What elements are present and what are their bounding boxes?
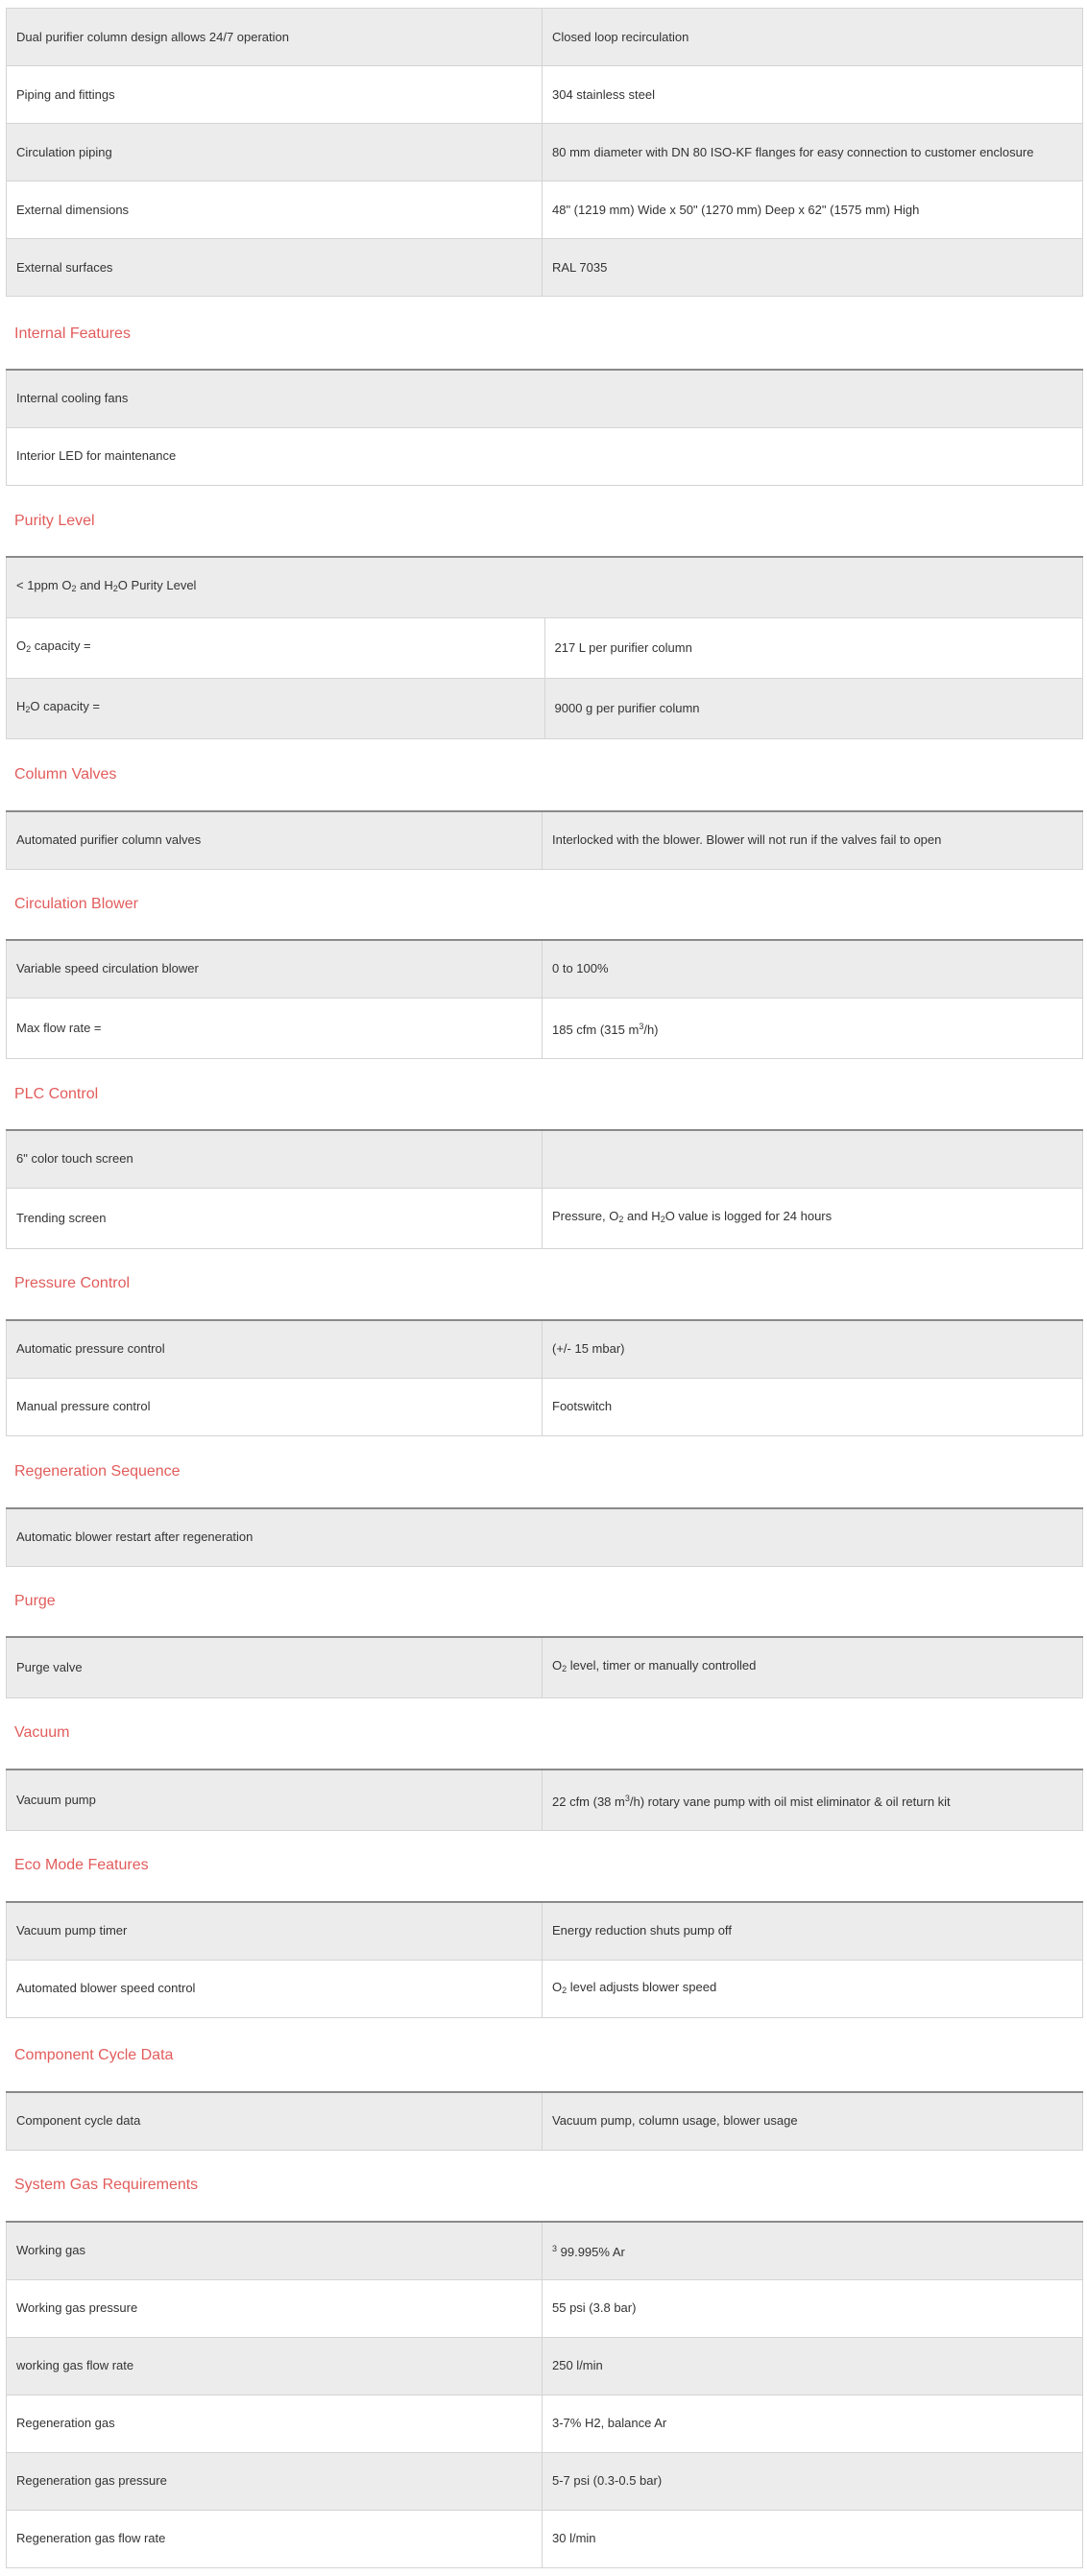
- superscript: 3: [639, 1021, 644, 1031]
- spec-label: Working gas pressure: [7, 2279, 543, 2337]
- spec-value: Energy reduction shuts pump off: [543, 1902, 1083, 1960]
- text-segment: 99.995% Ar: [557, 2245, 625, 2260]
- section-heading-system-gas-requirements: System Gas Requirements: [14, 2177, 199, 2193]
- spec-value: 5-7 psi (0.3-0.5 bar): [543, 2452, 1083, 2510]
- section-heading-regeneration-sequence: Regeneration Sequence: [14, 1463, 181, 1480]
- section-heading-component-cycle-data: Component Cycle Data: [14, 2047, 174, 2063]
- spec-value: [543, 1769, 1083, 1830]
- spec-label: Component cycle data: [7, 2092, 543, 2150]
- table-row: [7, 940, 1083, 998]
- spec-label: Manual pressure control: [7, 1378, 543, 1435]
- table-row: [7, 1320, 1083, 1378]
- spec-label: Dual purifier column design allows 24/7 operation: [7, 9, 543, 66]
- spec-label: [7, 678, 545, 738]
- spec-label: Variable speed circulation blower: [7, 940, 543, 998]
- section-heading-column-valves: Column Valves: [14, 766, 117, 782]
- spec-label: Interior LED for maintenance: [7, 427, 1083, 485]
- spec-value: 30 l/min: [543, 2510, 1083, 2567]
- text-segment: O: [16, 638, 27, 653]
- table-row: [7, 181, 1083, 239]
- spec-label: External dimensions: [7, 181, 543, 239]
- section-heading-purity-level: Purity Level: [14, 513, 95, 529]
- spec-label: [7, 557, 1083, 617]
- spec-label: Vacuum pump: [7, 1769, 543, 1830]
- text-segment: Pressure, O: [552, 1209, 619, 1223]
- section-heading-plc-control: PLC Control: [14, 1086, 99, 1102]
- spec-value: 250 l/min: [543, 2337, 1083, 2395]
- table-row: [7, 2452, 1083, 2510]
- spec-value: [543, 2222, 1083, 2279]
- table-row: [7, 427, 1083, 485]
- eco-mode-table: [6, 1901, 1083, 2018]
- table-row: [7, 2222, 1083, 2279]
- table-row: [7, 678, 1083, 738]
- table-row: [7, 2510, 1083, 2567]
- pressure-control-table: [6, 1319, 1083, 1436]
- section-heading-vacuum: Vacuum: [14, 1724, 70, 1741]
- spec-label: Regeneration gas flow rate: [7, 2510, 543, 2567]
- text-segment: O value is logged for 24 hours: [664, 1209, 833, 1223]
- text-segment: level, timer or manually controlled: [567, 1658, 757, 1673]
- table-row: [7, 239, 1083, 297]
- spec-label: External surfaces: [7, 239, 543, 297]
- text-segment: O capacity =: [30, 699, 101, 713]
- table-row: [7, 1637, 1083, 1697]
- spec-value: [543, 1188, 1083, 1248]
- table-row: [7, 1130, 1083, 1188]
- table-row: [7, 1960, 1083, 2017]
- table-row: [7, 1378, 1083, 1435]
- section-heading-circulation-blower: Circulation Blower: [14, 896, 138, 912]
- text-segment: and H: [623, 1209, 661, 1223]
- spec-label: Internal cooling fans: [7, 370, 1083, 427]
- text-segment: O: [552, 1658, 563, 1673]
- spec-label: Automated purifier column valves: [7, 811, 543, 869]
- text-segment: O Purity Level: [117, 578, 197, 593]
- spec-label: Regeneration gas pressure: [7, 2452, 543, 2510]
- section-heading-eco-mode-features: Eco Mode Features: [14, 1857, 149, 1873]
- subscript: 2: [26, 644, 32, 654]
- spec-value: (+/- 15 mbar): [543, 1320, 1083, 1378]
- text-segment: O: [552, 1979, 563, 1994]
- spec-value: Footswitch: [543, 1378, 1083, 1435]
- spec-label: Working gas: [7, 2222, 543, 2279]
- general-spec-table: [6, 8, 1083, 297]
- spec-value: RAL 7035: [543, 239, 1083, 297]
- text-segment: 185 cfm (315 m: [552, 1022, 640, 1037]
- superscript: 3: [552, 2244, 558, 2254]
- plc-control-table: [6, 1129, 1083, 1249]
- superscript: 3: [624, 1793, 630, 1803]
- table-row: [7, 124, 1083, 181]
- table-row: [7, 66, 1083, 124]
- text-segment: H: [16, 699, 26, 713]
- spec-label: Trending screen: [7, 1188, 543, 1248]
- spec-value: 304 stainless steel: [543, 66, 1083, 124]
- text-segment: level adjusts blower speed: [567, 1979, 717, 1994]
- spec-label: Automatic pressure control: [7, 1320, 543, 1378]
- spec-value: [543, 1637, 1083, 1697]
- table-row: [7, 2337, 1083, 2395]
- table-row: [7, 1508, 1083, 1566]
- table-row: [7, 1769, 1083, 1830]
- spec-value: Vacuum pump, column usage, blower usage: [543, 2092, 1083, 2150]
- text-segment: < 1ppm O: [16, 578, 72, 593]
- text-segment: 22 cfm (38 m: [552, 1794, 625, 1809]
- column-valves-table: [6, 810, 1083, 870]
- subscript: 2: [112, 584, 118, 594]
- spec-value: 217 L per purifier column: [544, 617, 1083, 678]
- text-segment: capacity =: [31, 638, 91, 653]
- table-row: [7, 2279, 1083, 2337]
- vacuum-table: [6, 1769, 1083, 1831]
- table-row: [7, 617, 1083, 678]
- spec-value: 48" (1219 mm) Wide x 50" (1270 mm) Deep x 62" (1575 mm) High: [543, 181, 1083, 239]
- spec-label: Automatic blower restart after regeneration: [7, 1508, 1083, 1566]
- table-row: [7, 370, 1083, 427]
- table-row: [7, 811, 1083, 869]
- text-segment: /h): [643, 1022, 659, 1037]
- internal-features-table: [6, 369, 1083, 486]
- spec-label: [7, 617, 545, 678]
- section-heading-purge: Purge: [14, 1593, 56, 1609]
- regeneration-sequence-table: [6, 1507, 1083, 1567]
- spec-value: [543, 998, 1083, 1058]
- spec-label: Vacuum pump timer: [7, 1902, 543, 1960]
- spec-value: 80 mm diameter with DN 80 ISO-KF flanges for easy connection to customer enclosure: [543, 124, 1083, 181]
- table-row: [7, 2092, 1083, 2150]
- spec-value: Closed loop recirculation: [543, 9, 1083, 66]
- subscript: 2: [25, 705, 31, 714]
- table-row: [7, 2395, 1083, 2452]
- spec-label: Purge valve: [7, 1637, 543, 1697]
- spec-label: Piping and fittings: [7, 66, 543, 124]
- subscript: 2: [660, 1215, 665, 1224]
- purity-level-table: [6, 556, 1083, 739]
- spec-value: [543, 1960, 1083, 2017]
- spec-value: 3-7% H2, balance Ar: [543, 2395, 1083, 2452]
- spec-label: Regeneration gas: [7, 2395, 543, 2452]
- table-row: [7, 998, 1083, 1058]
- spec-value: Interlocked with the blower. Blower will not run if the valves fail to open: [543, 811, 1083, 869]
- spec-value: 55 psi (3.8 bar): [543, 2279, 1083, 2337]
- table-row: [7, 1902, 1083, 1960]
- table-row: [7, 9, 1083, 66]
- spec-value: 9000 g per purifier column: [544, 678, 1083, 738]
- spec-label: Automated blower speed control: [7, 1960, 543, 2017]
- spec-label: Circulation piping: [7, 124, 543, 181]
- system-gas-table: [6, 2221, 1083, 2568]
- subscript: 2: [618, 1215, 624, 1224]
- spec-label: working gas flow rate: [7, 2337, 543, 2395]
- section-heading-internal-features: Internal Features: [14, 325, 131, 342]
- spec-value: [543, 1130, 1083, 1188]
- spec-label: 6" color touch screen: [7, 1130, 543, 1188]
- purge-table: [6, 1636, 1083, 1698]
- subscript: 2: [562, 1985, 568, 1995]
- table-row: [7, 557, 1083, 617]
- subscript: 2: [71, 584, 77, 594]
- spec-value: 0 to 100%: [543, 940, 1083, 998]
- section-heading-pressure-control: Pressure Control: [14, 1275, 131, 1291]
- text-segment: /h) rotary vane pump with oil mist eliminator & oil return kit: [629, 1794, 951, 1809]
- subscript: 2: [562, 1664, 568, 1674]
- text-segment: and H: [76, 578, 113, 593]
- table-row: [7, 1188, 1083, 1248]
- circulation-blower-table: [6, 939, 1083, 1059]
- spec-label: Max flow rate =: [7, 998, 543, 1058]
- component-cycle-table: [6, 2091, 1083, 2151]
